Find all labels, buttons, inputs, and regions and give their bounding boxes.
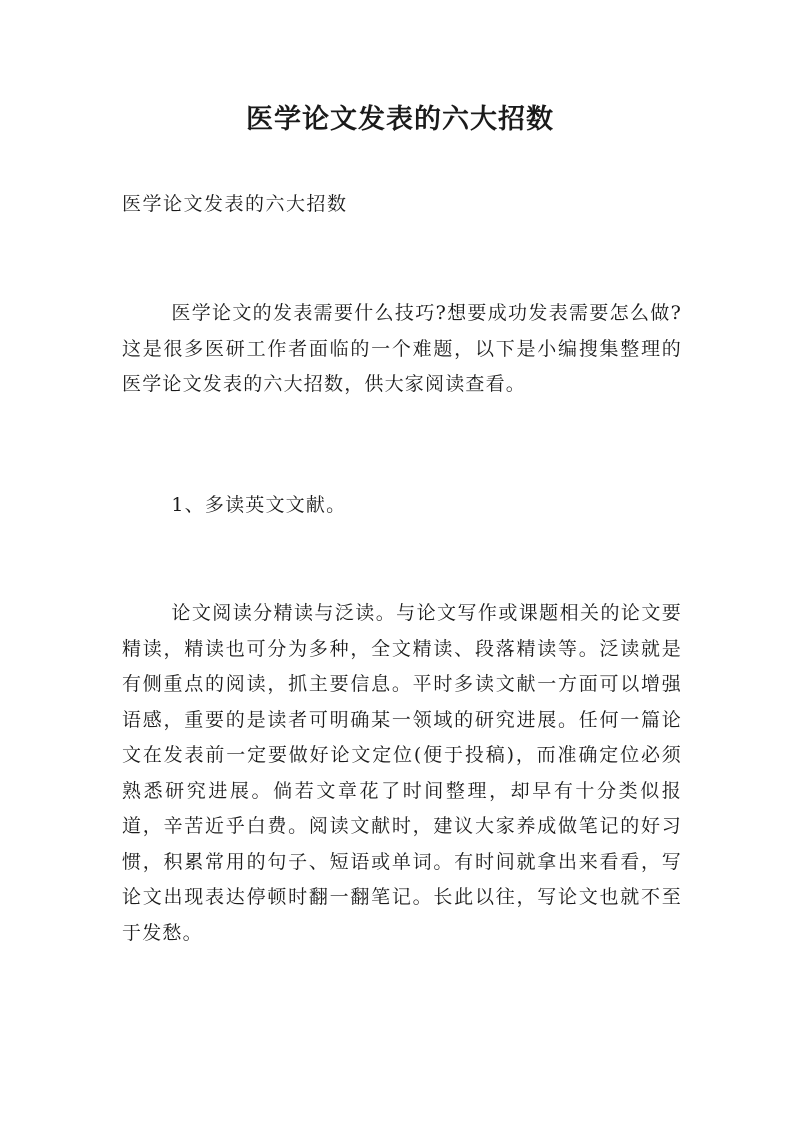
section-heading: 1、多读英文文献。 [171, 494, 347, 516]
intro-paragraph: 医学论文的发表需要什么技巧?想要成功发表需要怎么做?这是很多医研工作者面临的一个难题，以下是小编搜集整理的医学论文发表的六大招数，供大家阅读查看。 [122, 302, 682, 395]
section-body-paragraph: 论文阅读分精读与泛读。与论文写作或课题相关的论文要精读，精读也可分为多种，全文精读、段落精读等。泛读就是有侧重点的阅读，抓主要信息。平时多读文献一方面可以增强语感，重要的是读者可明确某一领域的研究进展。任何一篇论文在发表前一定要做好论文定位(便于投稿)，而准确定位必须熟悉研究进展。倘若文章花了时间整理，却早有十分类似报道，辛苦近乎白费。阅读文献时，建议大家养成做笔记的好习惯，积累常用的句子、短语或单词。有时间就拿出来看看，写论文出现表达停顿时翻一翻笔记。长此以往，写论文也就不至于发愁。 [122, 602, 682, 944]
document-subtitle: 医学论文发表的六大招数 [122, 193, 348, 215]
document-title: 医学论文发表的六大招数 [246, 104, 554, 135]
